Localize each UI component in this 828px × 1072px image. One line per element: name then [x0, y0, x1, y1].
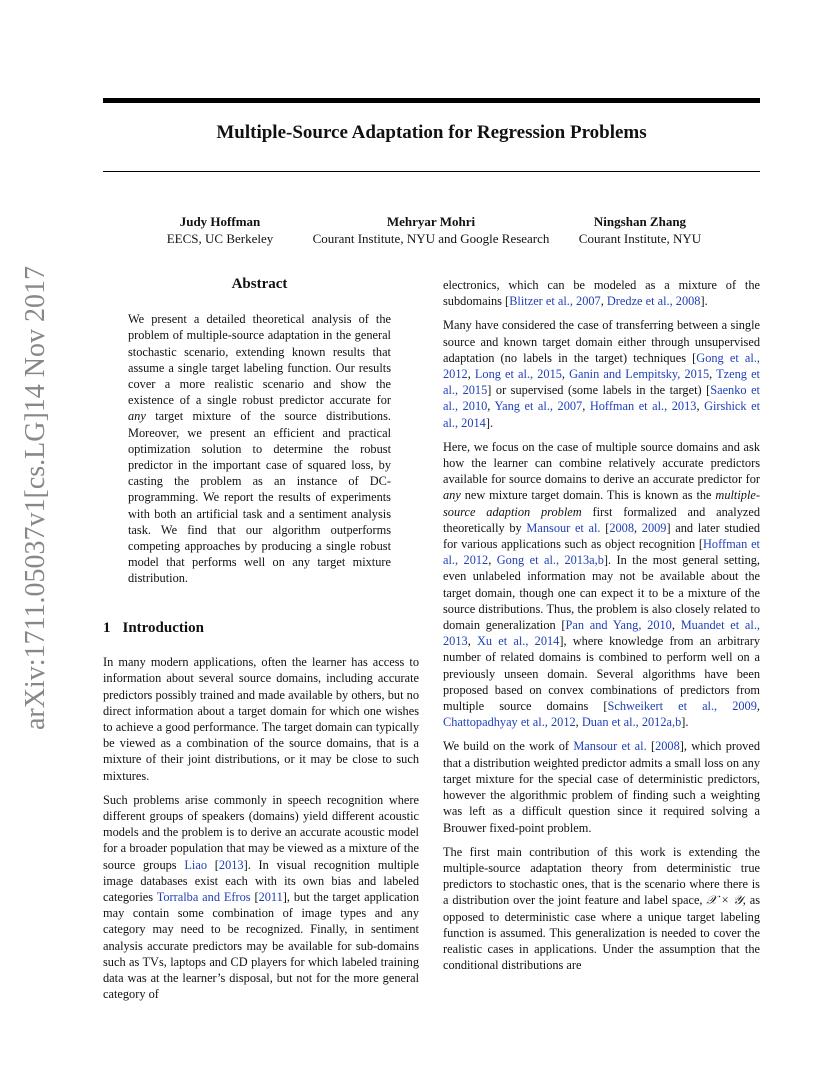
abstract-heading: Abstract	[231, 276, 288, 292]
citation-link[interactable]: Chattopadhyay et al., 2012	[443, 715, 576, 730]
citation-link[interactable]: Blitzer et al., 2007	[509, 294, 601, 309]
title-bottom-rule	[103, 171, 760, 172]
author-affiliation: EECS, UC Berkeley	[166, 231, 274, 246]
citation-link[interactable]: 2009	[641, 520, 667, 535]
citation-link[interactable]: Ganin and Lempitsky, 2015	[569, 367, 710, 382]
citation-link[interactable]: Hoffman et al., 2013	[589, 399, 697, 414]
citation-link[interactable]: Mansour et al.	[526, 520, 601, 535]
arxiv-date: 14 Nov 2017	[20, 265, 51, 413]
right-column	[443, 277, 760, 981]
author-block	[150, 213, 290, 247]
citation-link[interactable]: 2011	[258, 890, 283, 905]
citation-link[interactable]: Torralba and Efros	[156, 890, 251, 905]
citation-link[interactable]: Dredze et al., 2008	[606, 294, 701, 309]
citation-link[interactable]: Yang et al., 2007	[494, 399, 583, 414]
author-affiliation: Courant Institute, NYU	[578, 231, 702, 246]
citation-link[interactable]: Gong et al., 2012	[443, 350, 760, 382]
arxiv-stamp	[20, 265, 52, 730]
author-block	[300, 213, 562, 247]
body-paragraph: electronics, which can be modeled as a mixture of the subdomains [Blitzer et al., 2007, Dredze et al., 2008].	[443, 278, 760, 309]
citation-link[interactable]: Long et al., 2015	[474, 367, 562, 382]
body-paragraph: The first main contribution of this work is extending the multiple-source adaptation theory from deterministic true predictors to stochastic ones, that is the scenario where there is a distribution over the joint feature and label space, 𝒳 × 𝒴, as opposed to deterministic case where a unique target labeling function is assumed. This generalization is needed to cover the realistic cases in applications. Under the assumption that the conditional distributions are	[443, 844, 760, 973]
introduction	[103, 620, 419, 1010]
body-paragraph: We build on the work of Mansour et al. [2008], which proved that a distribution weighted predictor admits a small loss on any target mixture for the special case of deterministic predictors, however the algorithmic problem of finding such a weighting was left as a difficult question since it required solving a Brouwer fixed-point problem.	[443, 739, 760, 835]
paper-title: Multiple-Source Adaptation for Regression Problems	[216, 122, 647, 143]
abstract-text: We present a detailed theoretical analysis of the problem of multiple-source adaptation in the general stochastic scenario, extending known results that assume a single target labeling function. Our results cover a more realistic scenario and show the existence of a single robust predictor accurate for any target mixture of the source distributions. Moreover, we present an efficient and practical optimization solution to determine the robust predictor in the important case of squared loss, by casting the problem as an instance of DC-programming. We report the results of experiments with both an artificial task and a sentiment analysis task. We find that our algorithm outperforms competing approaches by producing a single robust model that performs well on any target mixture distribution.	[128, 312, 391, 586]
citation-link[interactable]: Xu et al., 2014	[476, 634, 560, 649]
author-name: Mehryar Mohri	[386, 214, 476, 229]
intro-paragraph: In many modern applications, often the learner has access to information about several source domains, including accurate predictors possibly trained and made available by others, but no direct information about a target domain for which one wishes to achieve a good performance. The target domain can typically be viewed as a combination of the source domains, that is a mixture of their joint distributions, or it may be close to such mixtures.	[103, 655, 419, 783]
author-block	[570, 213, 710, 247]
citation-link[interactable]: Girshick et al., 2014	[443, 399, 761, 430]
author-name: Judy Hoffman	[179, 214, 261, 229]
section-heading: 1 Introduction	[103, 620, 204, 636]
citation-link[interactable]: Mansour et al.	[573, 739, 647, 754]
citation-link[interactable]: Hoffman et al., 2012	[443, 537, 760, 568]
title-top-rule	[103, 98, 760, 103]
body-paragraph: Many have considered the case of transferring between a single source and known target domain either through unsupervised adaptation (no labels in the target) techniques [Gong et al., 2012, Long et al., 2015, Ganin and Lempitsky, 2015, Tzeng et al., 2015] or supervised (some labels in the target) [Saenko et al., 2010, Yang et al., 2007, Hoffman et al., 2013, Girshick et al., 2014].	[443, 318, 761, 430]
author-name: Ningshan Zhang	[593, 214, 687, 229]
arxiv-category: [cs.LG]	[20, 412, 51, 499]
citation-link[interactable]: 2008	[609, 520, 635, 535]
citation-link[interactable]: Muandet et al., 2013	[443, 618, 761, 649]
citation-link[interactable]: Saenko et al., 2010	[443, 383, 760, 414]
math-expression: 𝒳 × 𝒴	[706, 893, 743, 908]
arxiv-id: arXiv:1711.05037v1	[20, 498, 51, 730]
abstract	[128, 276, 391, 595]
citation-link[interactable]: Liao	[184, 857, 207, 872]
citation-link[interactable]: 2013	[218, 857, 244, 872]
citation-link[interactable]: Gong et al., 2013a,b	[496, 553, 604, 568]
intro-paragraph: Such problems arise commonly in speech recognition where different groups of speakers (domains) yield different acoustic models and the problem is to derive an accurate acoustic model for a broader population that may be viewed as a mixture of the source groups Liao [2013]. In visual recognition multiple image databases exist each with its own bias and labeled categories Torralba and Efros [2011], but the target application may contain some combination of image types and any category may need to be recognized. Finally, in sentiment analysis accurate predictors may be available for sub-domains such as TVs, laptops and CD players for which labeled training data was at the learner’s disposal, but not for the more general category of	[103, 792, 419, 1002]
citation-link[interactable]: Duan et al., 2012a,b	[581, 715, 682, 730]
citation-link[interactable]: 2008	[655, 739, 680, 754]
citation-link[interactable]: Pan and Yang, 2010	[565, 618, 672, 633]
citation-link[interactable]: Schweikert et al., 2009	[607, 699, 757, 714]
citation-link[interactable]: Tzeng et al., 2015	[443, 367, 760, 398]
author-affiliation: Courant Institute, NYU and Google Research	[312, 231, 550, 246]
body-paragraph: Here, we focus on the case of multiple source domains and ask how the learner can combine relatively accurate predictors available for source domains to derive an accurate predictor for any new mixture target domain. This is known as the multiple-source adaption problem first formalized and analyzed theoretically by Mansour et al. [2008, 2009] and later studied for various applications such as object recognition [Hoffman et al., 2012, Gong et al., 2013a,b]. In the most general setting, even unlabeled information may not be available about the target domain, though one can expect it to be a mixture of the source distributions. Thus, the problem is also closely related to domain generalization [Pan and Yang, 2010, Muandet et al., 2013, Xu et al., 2014], where knowledge from an arbitrary number of related domains is combined to perform well on a previously unseen domain. Several algorithms have been proposed based on convex combinations of predictors from multiple source domains [Schweikert et al., 2009, Chattopadhyay et al., 2012, Duan et al., 2012a,b].	[443, 439, 761, 730]
